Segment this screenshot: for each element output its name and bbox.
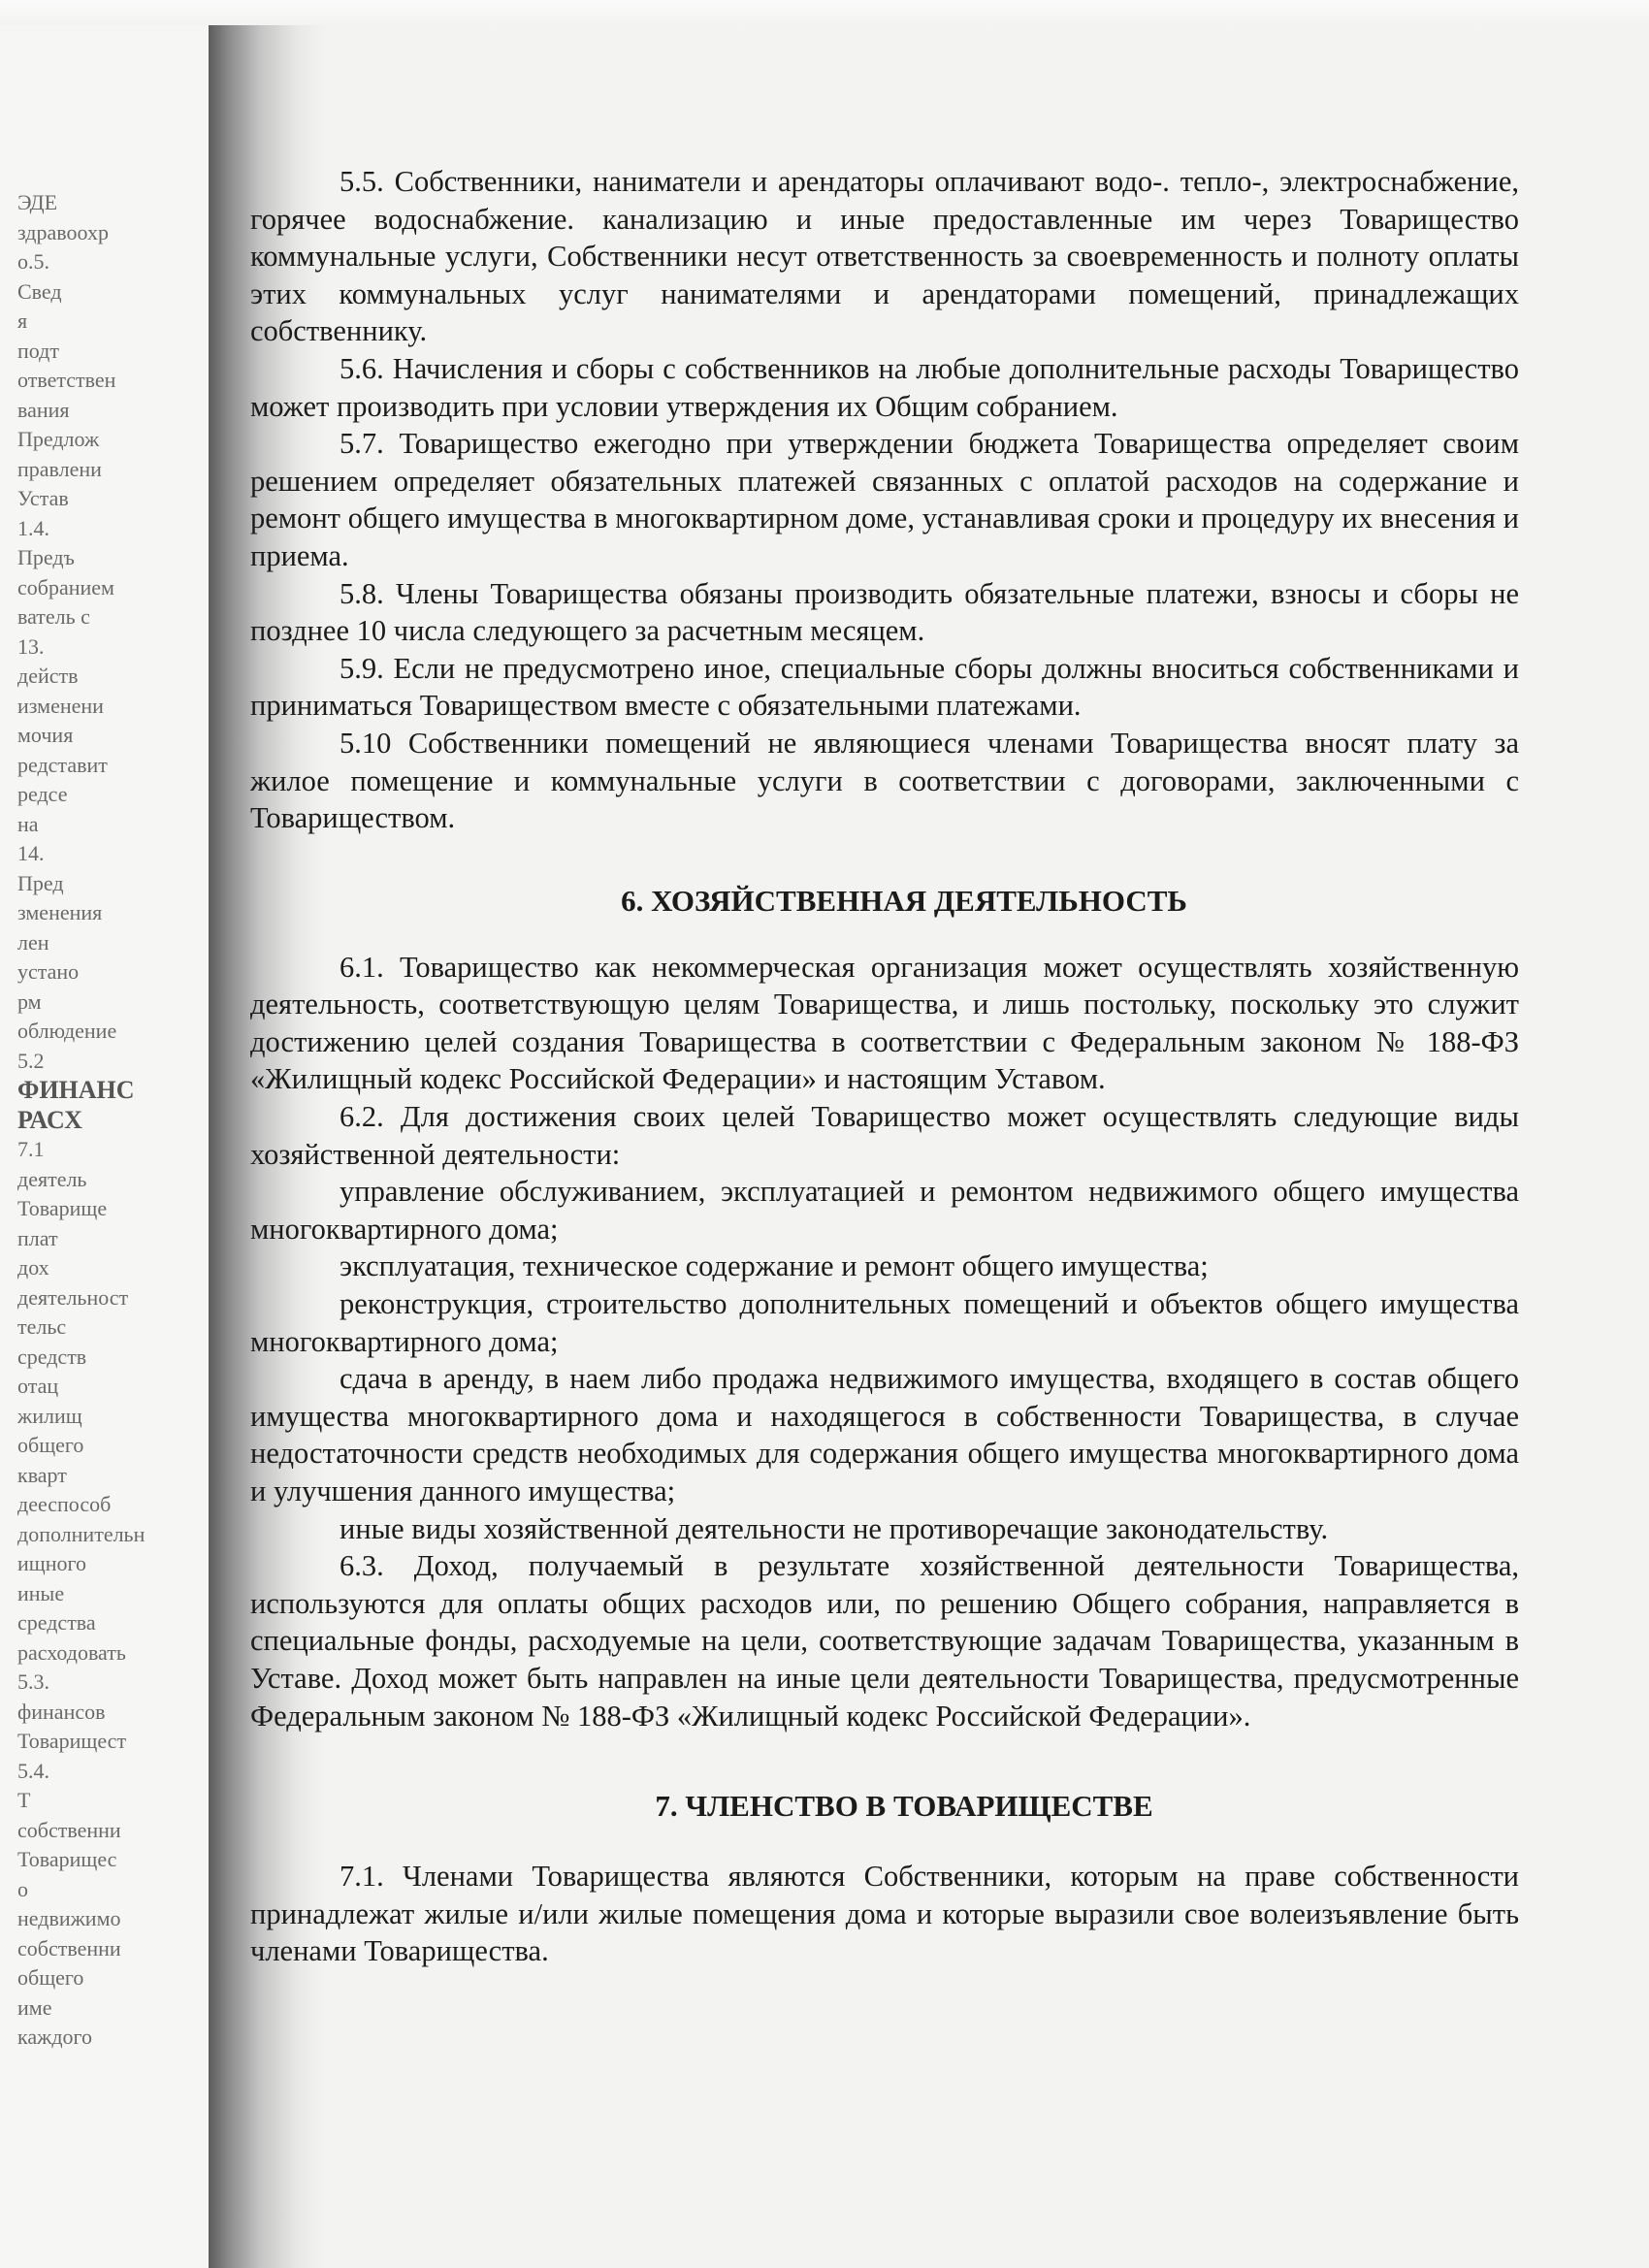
bleed-through-text — [17, 188, 208, 2053]
bleed-through-line: 1.4. — [17, 515, 49, 540]
bleed-through-line: 13. — [17, 633, 45, 659]
bleed-through-line: общего — [17, 1433, 84, 1457]
bleed-through-line: собственни — [17, 1935, 121, 1960]
bleed-through-line: Товарищес — [17, 1847, 117, 1871]
bleed-through-line: я — [17, 308, 28, 333]
activity-item: сдача в аренду, в наем либо продажа недвижимого имущества, входящего в состав общего имущества многоквартирного дома и находящегося в собственности Товарищества, в случае недостаточности средств необходимых для содержания общего имущества многоквартирного дома и улучшения данного имущества; — [250, 1362, 1519, 1507]
bleed-through-line: подт — [17, 338, 59, 363]
bleed-through-line: ответствен — [17, 368, 116, 392]
bleed-through-line: иные — [17, 1580, 65, 1605]
bleed-through-line: отац — [17, 1374, 59, 1398]
bleed-through-line: 5.4. — [17, 1758, 49, 1783]
bleed-through-line: лен — [17, 929, 49, 955]
bleed-through-line: действ — [17, 664, 79, 688]
bleed-through-line: деятель — [17, 1166, 87, 1191]
paragraph-6-3: 6.3. Доход, получаемый в результате хозяйственной деятельности Товарищества, используются для оплаты общих расходов или, по решению Общего собрания, направляется в специальные фонды, расходуемые на цели, соответствующие задачам Товарищества, указанным в Уставе. Доход может быть направлен на иные цели деятельности Товарищества, предусмотренные Федеральным законом № 188-ФЗ «Жилищный кодекс Российской Федерации». — [250, 1549, 1519, 1733]
bleed-through-line: Товарищест — [17, 1729, 127, 1753]
bleed-through-line: вания — [17, 397, 70, 422]
bleed-through-line: плат — [17, 1225, 58, 1250]
activity-item: управление обслуживанием, эксплуатацией и ремонтом недвижимого общего имущества многоквартирного дома; — [250, 1175, 1519, 1246]
bleed-through-line: изменени — [17, 693, 104, 718]
section-6 — [250, 949, 1519, 1734]
section-7-heading: 7. ЧЛЕНСТВО В ТОВАРИЩЕСТВЕ — [655, 1789, 1153, 1824]
bleed-through-line: дох — [17, 1255, 49, 1280]
paragraph-5-8: 5.8. Члены Товарищества обязаны производить обязательные платежи, взносы и сборы не позднее 10 числа следующего за расчетным месяцем. — [250, 576, 1519, 648]
paragraph-5-5: 5.5. Собственники, наниматели и арендаторы оплачивают водо-. тепло-, электроснабжение, горячее водоснабжение. канализацию и иные предоставленные им через Товарищество коммунальные услуги, Собственники несут ответственность за своевременность и полноту оплаты этих коммунальных услуг нанимателями и арендаторами помещений, принадлежащих собственнику. — [250, 165, 1519, 348]
bleed-through-line: 7.1 — [17, 1137, 45, 1161]
paragraph-5-9: 5.9. Если не предусмотрено иное, специальные сборы должны вноситься собственниками и приниматься Товариществом вместе с обязательными платежами. — [250, 651, 1519, 723]
bleed-through-line: Предъ — [17, 545, 75, 569]
bleed-through-line: кварт — [17, 1462, 67, 1487]
bleed-through-line: средств — [17, 1344, 87, 1369]
bleed-through-line: Устав — [17, 486, 69, 510]
bleed-through-line: недвижимо — [17, 1906, 121, 1930]
bleed-through-line: финансов — [17, 1699, 106, 1724]
activity-item: эксплуатация, техническое содержание и ремонт общего имущества; — [340, 1249, 1209, 1283]
bleed-through-line: расходовать — [17, 1639, 126, 1665]
bleed-through-line: рм — [17, 988, 42, 1014]
activity-item: иные виды хозяйственной деятельности не противоречащие законодательству. — [340, 1511, 1329, 1545]
bleed-through-line: дееспособ — [17, 1492, 112, 1516]
bleed-through-line: каждого — [17, 2025, 92, 2049]
section-6-heading: 6. ХОЗЯЙСТВЕННАЯ ДЕЯТЕЛЬНОСТЬ — [621, 883, 1187, 918]
bleed-through-line: Пред — [17, 870, 64, 895]
bleed-through-line: собственни — [17, 1817, 121, 1842]
bleed-through-line: средства — [17, 1610, 96, 1635]
bleed-through-line: име — [17, 1994, 52, 2020]
bleed-through-line: собранием — [17, 574, 114, 599]
paragraph-6-2: 6.2. Для достижения своих целей Товарищество может осуществлять следующие виды хозяйственной деятельности: — [250, 1100, 1519, 1171]
bleed-through-line: устано — [17, 959, 80, 984]
bleed-through-line: на — [17, 811, 39, 836]
bleed-through-line: 5.3. — [17, 1669, 49, 1694]
bleed-through-line: зменения — [17, 900, 103, 924]
bleed-through-line: Предлож — [17, 427, 100, 451]
bleed-through-line: 14. — [17, 841, 45, 865]
paragraph-5-6: 5.6. Начисления и сборы с собственников на любые дополнительные расходы Товарищество может производить при условии утверждения их Общим собранием. — [250, 351, 1519, 423]
bleed-through-line: общего — [17, 1965, 84, 1990]
bleed-through-line: ищного — [17, 1551, 86, 1575]
bleed-through-line: редставит — [17, 752, 108, 777]
bleed-through-line: ФИНАНС — [17, 1076, 135, 1104]
bleed-through-line: дополнительн — [17, 1521, 146, 1546]
bleed-through-line: РАСХ — [17, 1105, 82, 1134]
bleed-through-line: Т — [17, 1788, 31, 1812]
document-body — [250, 163, 1519, 1970]
paragraph-5-7: 5.7. Товарищество ежегодно при утверждении бюджета Товарищества определяет своим решением определяет обязательных платежей связанных с оплатой расходов на содержание и ремонт общего имущества в многоквартирном доме, устанавливая сроки и процедуру их внесения и приема. — [250, 427, 1519, 572]
section-7 — [250, 1858, 1519, 1970]
bleed-through-line: правлени — [17, 456, 102, 481]
bleed-through-line: о.5. — [17, 249, 49, 274]
bleed-through-line: мочия — [17, 723, 74, 747]
bleed-through-line: Товарище — [17, 1196, 108, 1220]
bleed-through-line: облюдение — [17, 1019, 117, 1043]
bleed-through-line: ватель с — [17, 604, 90, 629]
bleed-through-line: ЭДЕ — [17, 190, 58, 214]
activity-item: реконструкция, строительство дополнительных помещений и объектов общего имущества многоквартирного дома; — [250, 1287, 1519, 1358]
bleed-through-line: о — [17, 1876, 28, 1901]
section-5-continued — [250, 163, 1519, 837]
scan-top-edge — [0, 0, 1649, 25]
bleed-through-line: редсе — [17, 782, 68, 806]
bleed-through-line: здравоохр — [17, 219, 109, 244]
bleed-through-line: тельс — [17, 1314, 67, 1339]
paragraph-7-1: 7.1. Членами Товарищества являются Собственники, которым на праве собственности принадлежат жилые и/или жилые помещения дома и которые выразили свое волеизъявление быть членами Товарищества. — [250, 1860, 1519, 1968]
bleed-through-line: 5.2 — [17, 1048, 45, 1073]
paragraph-5-10: 5.10 Собственники помещений не являющиеся членами Товарищества вносят плату за жилое помещение и коммунальные услуги в соответствии с договорами, заключенными с Товариществом. — [250, 726, 1519, 835]
scan-left-margin — [0, 25, 209, 2268]
bleed-through-line: деятельност — [17, 1284, 129, 1310]
paragraph-6-1: 6.1. Товарищество как некоммерческая организация может осуществлять хозяйственную деятельность, соответствующую целям Товарищества, и лишь постольку, поскольку это служит достижению целей создания Товарищества в соответствии с Федеральным законом № 188-ФЗ «Жилищный кодекс Российской Федерации» и настоящим Уставом. — [250, 950, 1519, 1096]
bleed-through-line: Свед — [17, 278, 62, 304]
bleed-through-line: жилищ — [17, 1403, 82, 1428]
